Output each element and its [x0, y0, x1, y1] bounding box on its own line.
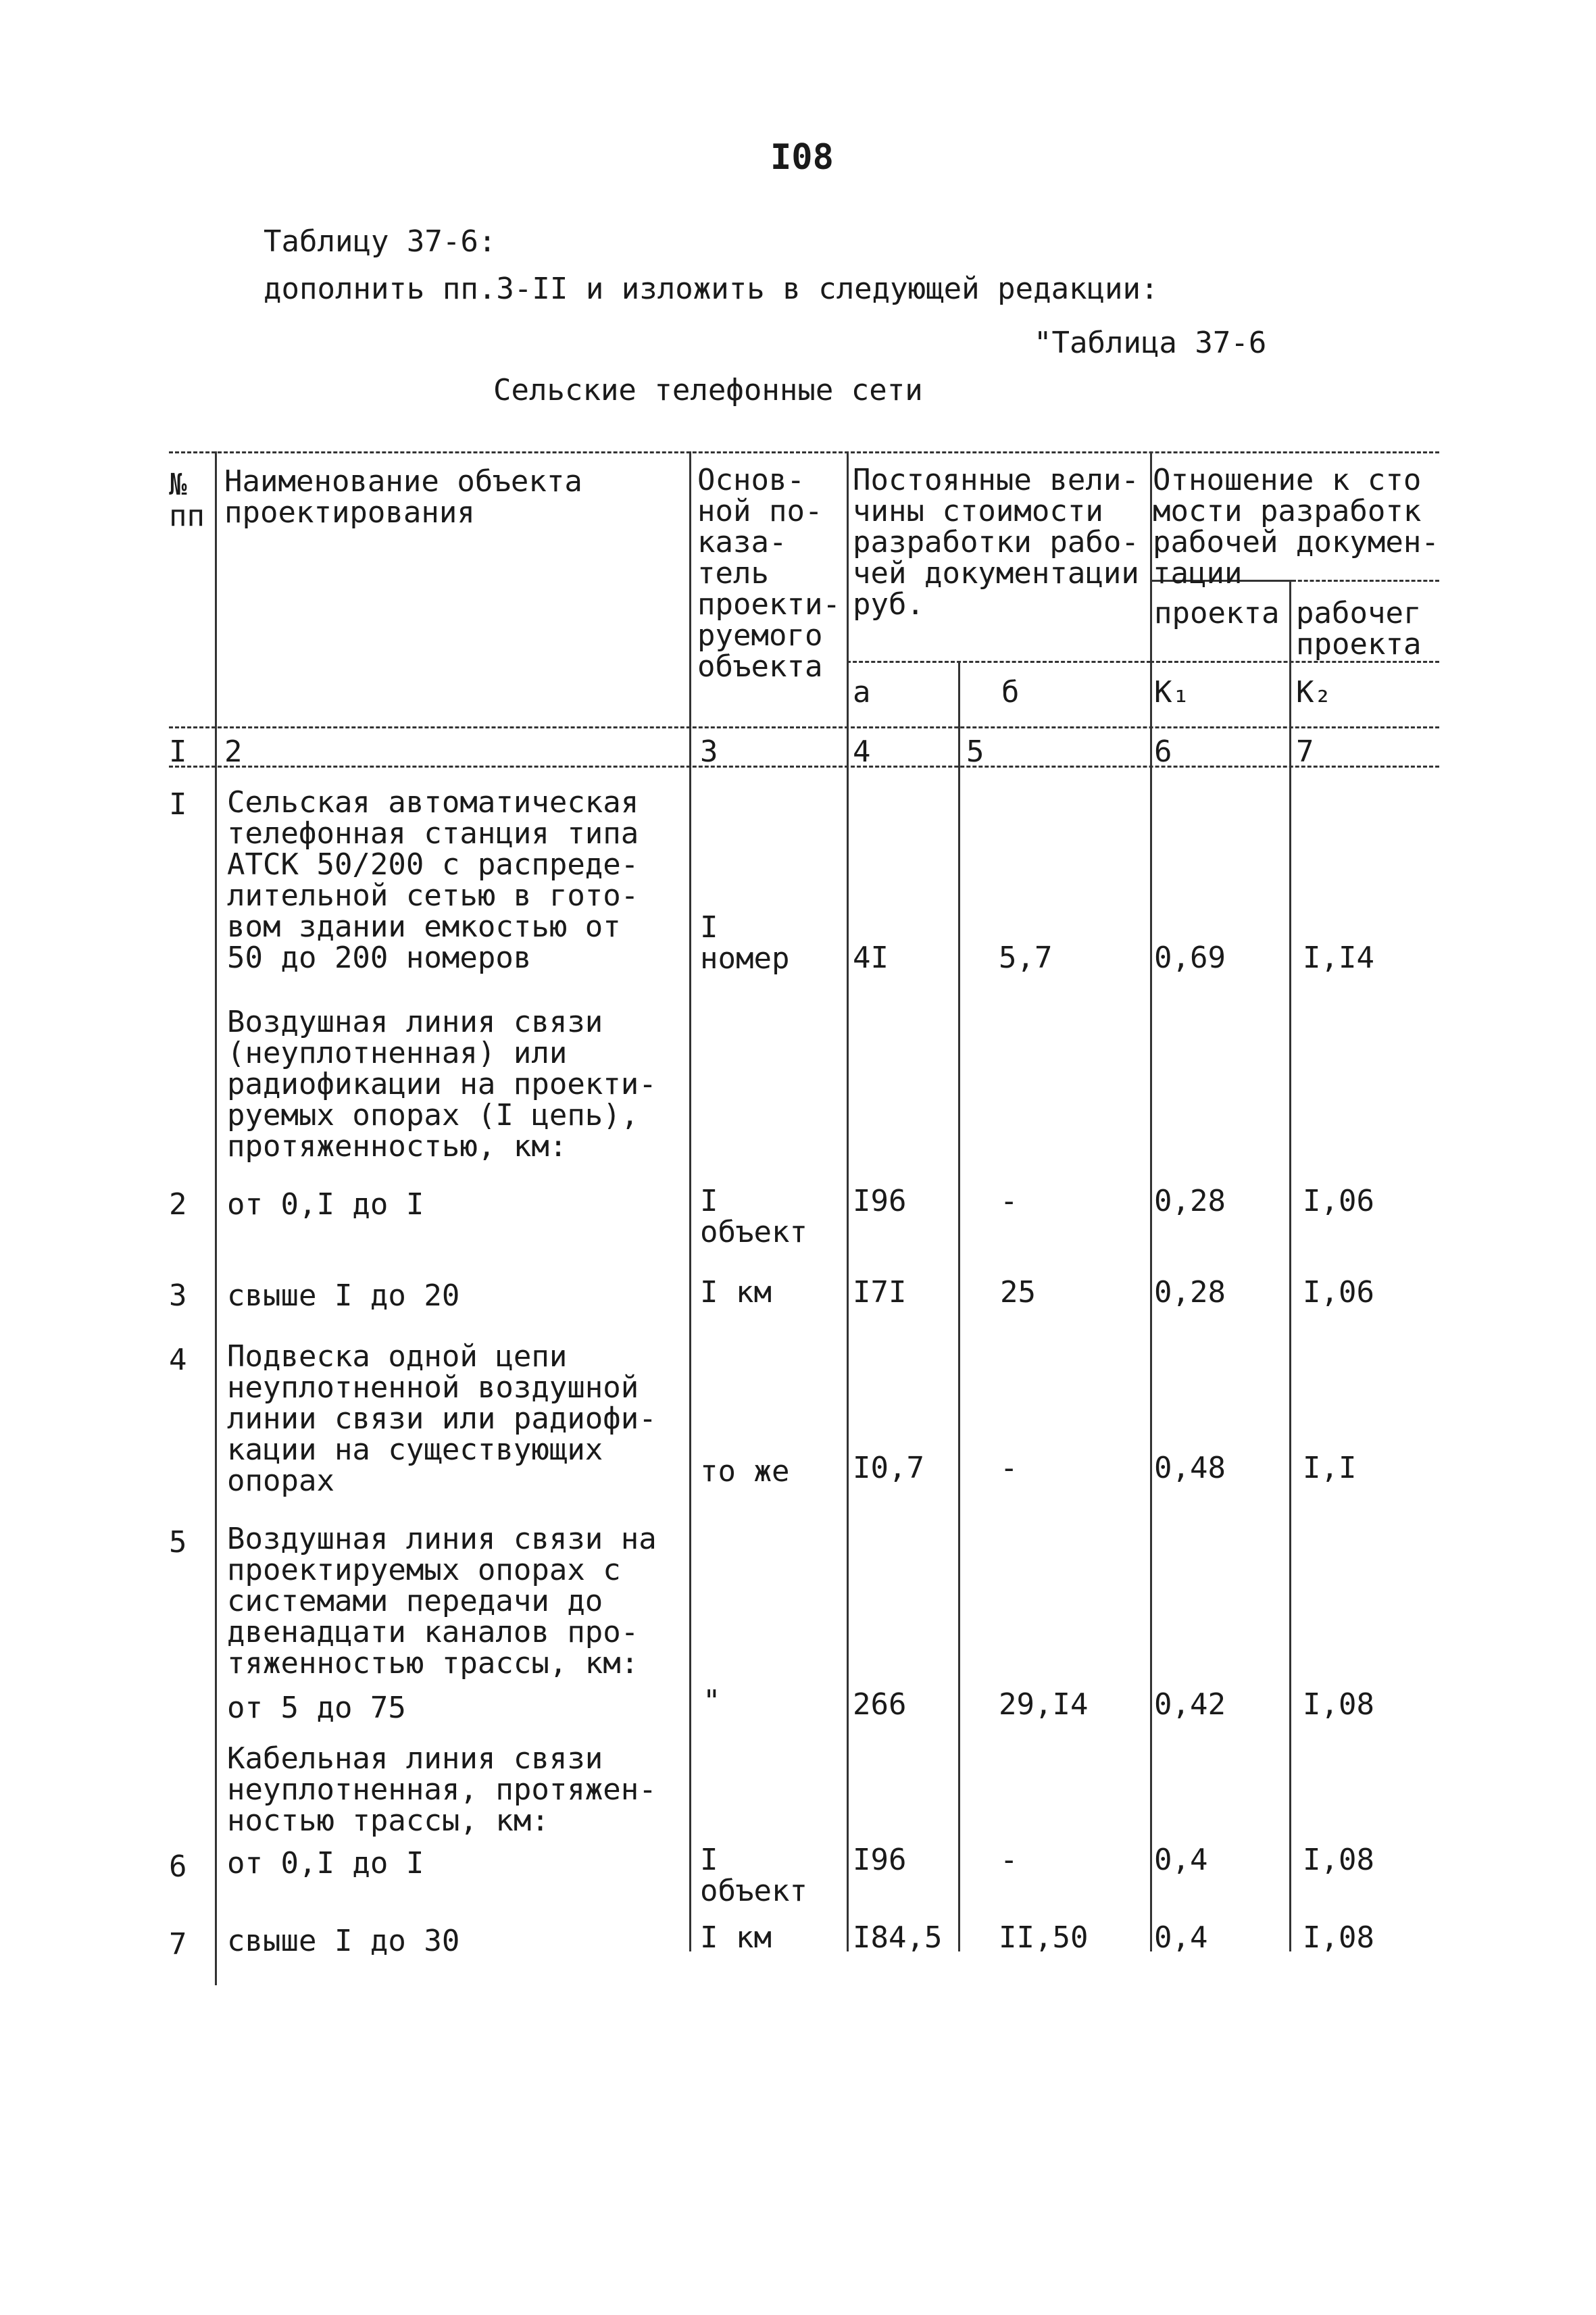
row-name: свыше I до 20 [227, 1278, 460, 1313]
row-num: I [169, 787, 187, 822]
row-b: - [1000, 1843, 1018, 1877]
col-divider-a [958, 662, 960, 1951]
header-name: Наименование объекта проектирования [224, 464, 582, 530]
row-indicator: I км [700, 1920, 772, 1955]
row-a: 266 [853, 1687, 907, 1722]
header-constants-subline [847, 661, 1151, 663]
row-indicator: " [703, 1684, 721, 1718]
col-divider-name [689, 451, 691, 1951]
row-indicator: то же [700, 1454, 790, 1489]
row-b: 5,7 [999, 941, 1053, 975]
table-title: Сельские телефонные сети [493, 373, 923, 407]
row-num: 7 [169, 1927, 187, 1962]
row-a: I96 [853, 1184, 907, 1218]
row-k2: I,I4 [1303, 941, 1374, 975]
row-b: - [1000, 1451, 1018, 1485]
row-indicator: I объект [700, 1184, 807, 1249]
row-k1: 0,42 [1154, 1687, 1226, 1722]
row-name: свыше I до 30 [227, 1924, 460, 1958]
header-project: проекта [1154, 596, 1280, 630]
row-name: от 0,I до I [227, 1187, 424, 1222]
row-indicator: I объект [700, 1843, 807, 1908]
row-k2: I,06 [1303, 1275, 1374, 1310]
col-divider-indicator [847, 451, 849, 1951]
row-k2: I,08 [1303, 1687, 1374, 1722]
header-ratio: Отношение к сто мости разработк рабочей докумен- тации [1153, 463, 1439, 591]
header-k1: К₁ [1154, 675, 1190, 710]
row-name: Кабельная линия связи неуплотненная, протяжен- ностью трассы, км: [227, 1741, 657, 1838]
header-constants: Постоянные вели- чины стоимости разработки рабо- чей документации руб. [853, 463, 1139, 622]
row-name: Подвеска одной цепи неуплотненной воздушной линии связи или радиофи- кации на существующих опорах [227, 1339, 657, 1498]
col-divider-num [215, 451, 217, 1985]
table-top-border [169, 451, 1439, 453]
col-number: 7 [1296, 735, 1314, 769]
row-indicator: I номер [700, 910, 790, 976]
col-number: 5 [966, 735, 984, 769]
header-a: а [853, 675, 871, 710]
row-b: II,50 [999, 1920, 1089, 1955]
col-number: 3 [700, 735, 718, 769]
row-name: Сельская автоматическая телефонная станция типа АТСК 50/200 с распреде- лительной сетью в гото- вом здании емкостью от 50 до 200 номеров [227, 785, 639, 975]
header-num: № пп [169, 468, 205, 533]
row-k1: 0,69 [1154, 941, 1226, 975]
row-name: Воздушная линия связи на проектируемых опорах с системами передачи до двенадцати каналов про- тяженностью трассы, км: [227, 1522, 657, 1681]
header-k2: К₂ [1296, 675, 1332, 710]
header-bottom-border [169, 726, 1439, 728]
row-b: 29,I4 [999, 1687, 1089, 1722]
row-indicator: I км [700, 1275, 772, 1310]
row-k1: 0,4 [1154, 1843, 1208, 1877]
page-number: I08 [770, 137, 834, 178]
intro-line-2: дополнить пп.3-II и изложить в следующей редакции: [264, 272, 1159, 306]
col-numbers-bottom-border [169, 766, 1439, 768]
row-num: 2 [169, 1187, 187, 1222]
col-divider-k1 [1289, 581, 1291, 1951]
row-k1: 0,28 [1154, 1275, 1226, 1310]
header-working-project: рабочег проекта [1296, 596, 1422, 662]
row-b: 25 [1000, 1275, 1036, 1310]
row-k2: I,I [1303, 1451, 1357, 1485]
col-number: I [169, 735, 187, 769]
row-a: I96 [853, 1843, 907, 1877]
row-k2: I,08 [1303, 1843, 1374, 1877]
row-a: I0,7 [853, 1451, 924, 1485]
header-indicator: Основ- ной по- каза- тель проекти- руемого объекта [697, 463, 841, 684]
table-caption: "Таблица 37-6 [1034, 326, 1267, 360]
col-divider-constants [1150, 451, 1152, 1951]
col-number: 2 [224, 735, 243, 769]
row-k2: I,06 [1303, 1184, 1374, 1218]
row-name: от 5 до 75 [227, 1691, 406, 1725]
row-a: I84,5 [853, 1920, 943, 1955]
row-num: 5 [169, 1525, 187, 1560]
row-a: 4I [853, 941, 889, 975]
header-b: б [1001, 675, 1020, 710]
row-b: - [1000, 1184, 1018, 1218]
row-k1: 0,4 [1154, 1920, 1208, 1955]
row-name: от 0,I до I [227, 1846, 424, 1881]
row-num: 4 [169, 1343, 187, 1377]
row-name: Воздушная линия связи (неуплотненная) или радиофикации на проекти- руемых опорах (I цепь), протяженностью, км: [227, 1005, 657, 1164]
row-k1: 0,48 [1154, 1451, 1226, 1485]
row-k2: I,08 [1303, 1920, 1374, 1955]
row-a: I7I [853, 1275, 907, 1310]
row-num: 6 [169, 1849, 187, 1884]
col-number: 6 [1154, 735, 1172, 769]
col-number: 4 [853, 735, 871, 769]
row-k1: 0,28 [1154, 1184, 1226, 1218]
row-num: 3 [169, 1278, 187, 1313]
intro-line-1: Таблицу 37-6: [264, 224, 497, 259]
